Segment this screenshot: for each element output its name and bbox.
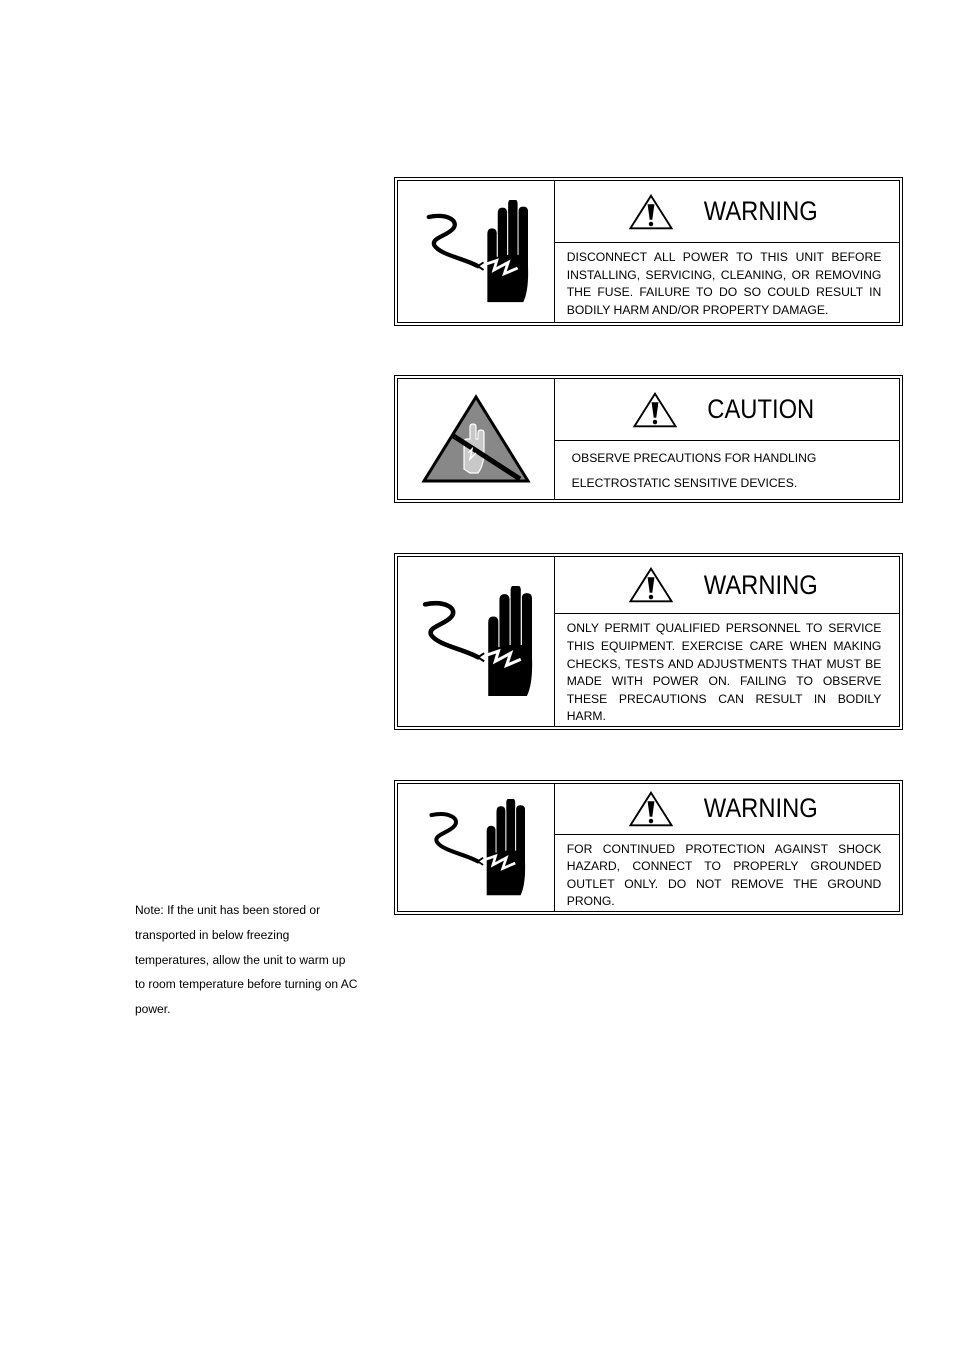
electric-shock-hand-icon [398,181,555,322]
warning-notice-disconnect-power [394,177,903,326]
warning-notice-qualified-personnel [394,553,903,730]
warning-notice-grounded-outlet [394,780,903,915]
warning-text: FOR CONTINUED PROTECTION AGAINST SHOCK HAZARD, CONNECT TO PROPERLY GROUNDED OUTLET ONLY. DO NOT REMOVE THE GROUND PRONG. [566,841,882,909]
signal-word: CAUTION [707,394,815,424]
electric-shock-hand-icon [398,557,555,726]
warning-text: ONLY PERMIT QUALIFIED PERSONNEL TO SERVICE THIS EQUIPMENT. EXERCISE CARE WHEN MAKING CHECKS, TESTS AND ADJUSTMENTS THAT MUST BE MADE WITH POWER ON. FAILING TO OBSERVE THESE PRECAUTIONS CAN RESULT IN BODILY HARM. [566,621,882,724]
signal-word: WARNING [704,793,818,824]
electric-shock-hand-icon [398,784,555,911]
caution-text: OBSERVE PRECAUTIONS FOR HANDLING ELECTROSTATIC SENSITIVE DEVICES. [571,451,817,490]
signal-word: WARNING [704,569,818,600]
alert-triangle-icon [628,567,674,603]
alert-triangle-icon [632,392,678,428]
warning-text: DISCONNECT ALL POWER TO THIS UNIT BEFORE INSTALLING, SERVICING, CLEANING, OR REMOVING THE FUSE. FAILURE TO DO SO COULD RESULT IN BODILY HARM AND/OR PROPERTY DAMAGE. [566,250,882,317]
esd-sensitive-icon [398,379,555,499]
alert-triangle-icon [628,791,674,827]
signal-word: WARNING [704,196,818,226]
freezing-temperature-note: Note: If the unit has been stored or transported in below freezing temperatures, allow the unit to warm up to room temperature before turning on AC power. [135,903,358,1017]
alert-triangle-icon [628,194,674,230]
caution-notice-esd [394,375,903,503]
